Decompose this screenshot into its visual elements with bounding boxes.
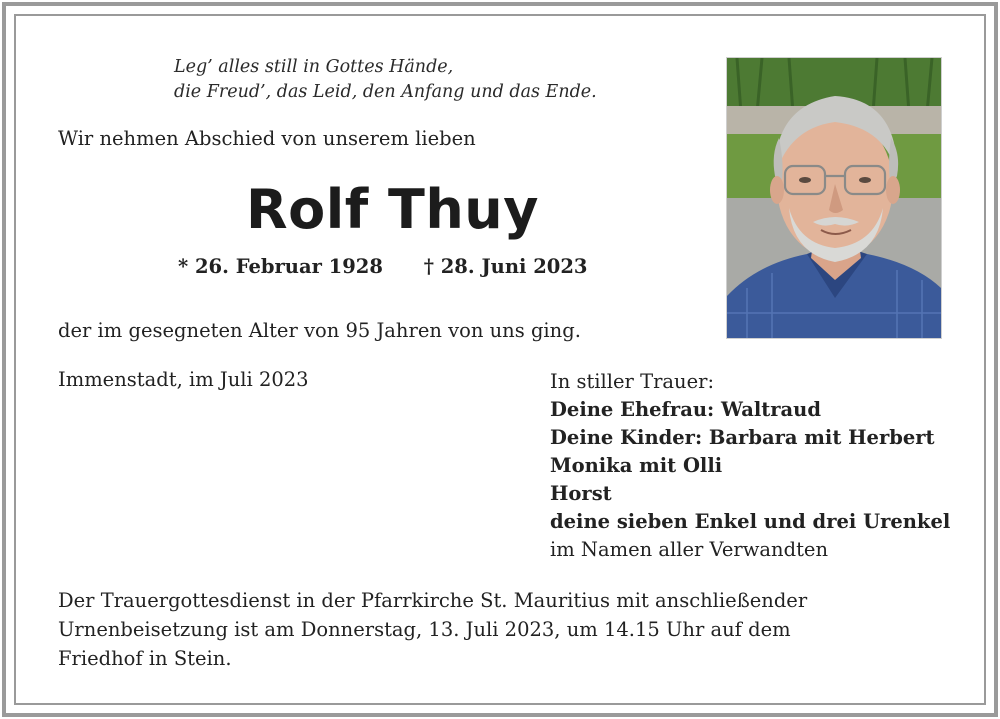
service-line-1: Der Trauergottesdienst in der Pfarrkirche St. Mauritius mit anschließender	[58, 589, 808, 612]
mourner-line: Horst	[550, 482, 612, 505]
quote-line-2: die Freud’, das Leid, den Anfang und das Ende.	[174, 82, 597, 102]
deceased-name: Rolf Thuy	[246, 178, 539, 241]
mourners-block	[550, 368, 950, 564]
mourner-line: deine sieben Enkel und drei Urenkel	[550, 510, 951, 533]
funeral-service-info	[58, 586, 807, 673]
service-line-2: Urnenbeisetzung ist am Donnerstag, 13. Juli 2023, um 14.15 Uhr auf dem	[58, 618, 791, 641]
portrait-illustration	[727, 58, 942, 339]
mourner-line: Deine Ehefrau: Waltraud	[550, 398, 821, 421]
service-line-3: Friedhof in Stein.	[58, 647, 232, 670]
age-line: der im gesegneten Alter von 95 Jahren von uns ging.	[58, 319, 581, 342]
quote-line-1: Leg’ alles still in Gottes Hände,	[174, 57, 454, 77]
portrait-photo	[726, 57, 942, 339]
place-date: Immenstadt, im Juli 2023	[58, 368, 309, 391]
mourner-line: Deine Kinder: Barbara mit Herbert	[550, 426, 935, 449]
intro-text: Wir nehmen Abschied von unserem lieben	[58, 127, 476, 150]
life-dates	[178, 255, 588, 278]
quote-verse	[174, 55, 597, 105]
mourners-heading: In stiller Trauer:	[550, 370, 715, 393]
mourner-line: Monika mit Olli	[550, 454, 723, 477]
birth-date: * 26. Februar 1928	[178, 255, 383, 278]
death-date: † 28. Juni 2023	[423, 255, 588, 278]
mourners-closing: im Namen aller Verwandten	[550, 538, 829, 561]
